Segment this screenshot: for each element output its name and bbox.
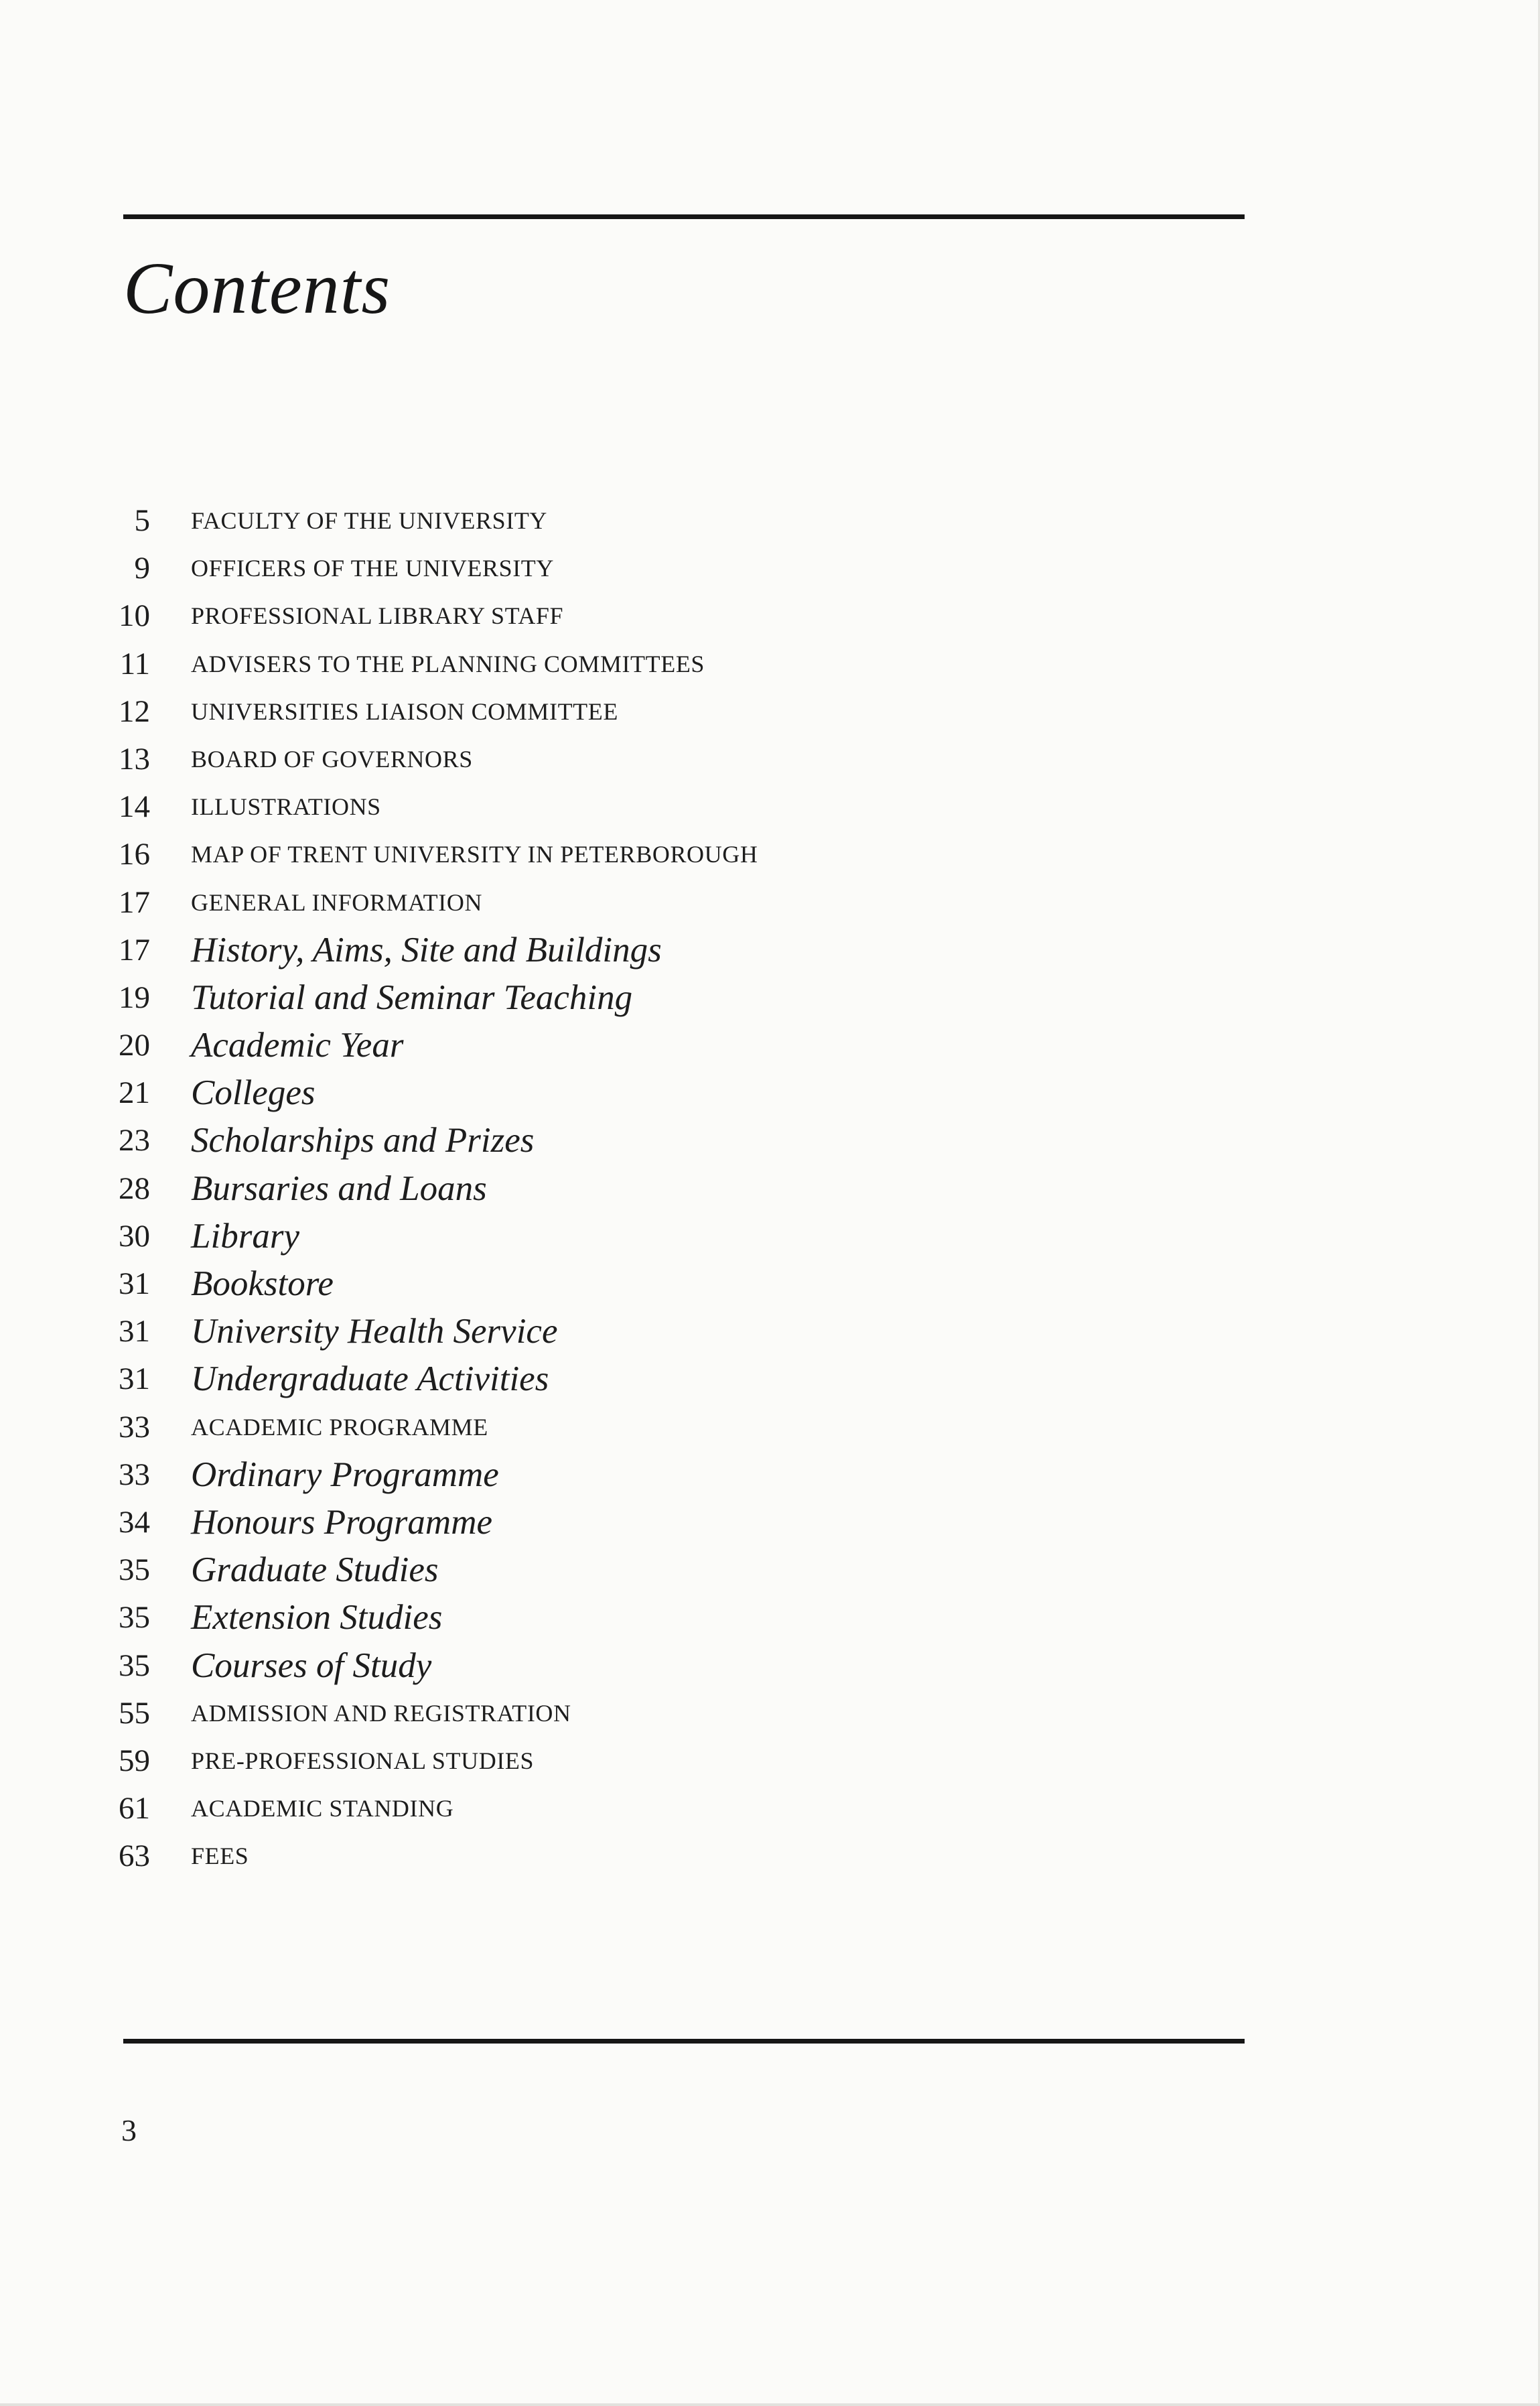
toc-entry (0, 1260, 1540, 1308)
toc-entry-page-number: 30 (119, 1218, 150, 1254)
toc-entry-label: ILLUSTRATIONS (191, 793, 381, 821)
toc-entry (0, 497, 1540, 545)
toc-entry-page-number: 11 (119, 646, 150, 681)
toc-entry-label: ADMISSION AND REGISTRATION (191, 1699, 571, 1727)
toc-entry-label: History, Aims, Site and Buildings (191, 930, 662, 970)
toc-entry (0, 592, 1540, 640)
toc-entry (0, 545, 1540, 592)
toc-entry-page-number: 34 (119, 1504, 150, 1540)
toc-entry-label: Academic Year (191, 1026, 404, 1065)
toc-entry (0, 1022, 1540, 1069)
toc-entry-label: Ordinary Programme (191, 1455, 499, 1494)
toc-entry-page-number: 31 (119, 1314, 150, 1349)
toc-entry-page-number: 23 (119, 1123, 150, 1158)
toc-entry (0, 1355, 1540, 1403)
toc-entry (0, 736, 1540, 783)
toc-entry-label: FACULTY OF THE UNIVERSITY (191, 507, 548, 534)
toc-entry (0, 927, 1540, 974)
toc-entry-page-number: 20 (119, 1028, 150, 1063)
toc-entry (0, 1737, 1540, 1785)
toc-entry-label: Tutorial and Seminar Teaching (191, 978, 633, 1017)
toc-entry-label: UNIVERSITIES LIAISON COMMITTEE (191, 697, 618, 725)
toc-entry-label: ACADEMIC STANDING (191, 1795, 454, 1822)
toc-entry (0, 1642, 1540, 1690)
toc-entry-label: PROFESSIONAL LIBRARY STAFF (191, 602, 564, 630)
toc-entry-page-number: 33 (119, 1457, 150, 1492)
toc-entry (0, 688, 1540, 736)
toc-entry (0, 1499, 1540, 1546)
toc-entry (0, 1213, 1540, 1260)
toc-entry-label: Bursaries and Loans (191, 1168, 487, 1208)
toc-entry-page-number: 9 (134, 551, 150, 586)
toc-entry-page-number: 35 (119, 1600, 150, 1635)
toc-entry-label: ACADEMIC PROGRAMME (191, 1413, 488, 1441)
toc-entry-page-number: 63 (119, 1839, 150, 1874)
toc-entry-page-number: 16 (119, 837, 150, 872)
toc-entry-page-number: 61 (119, 1791, 150, 1826)
toc-entry-label: Library (191, 1216, 299, 1256)
toc-entry (0, 1546, 1540, 1594)
toc-entry-page-number: 33 (119, 1409, 150, 1445)
toc-entry-label: OFFICERS OF THE UNIVERSITY (191, 555, 554, 582)
toc-entry-page-number: 13 (119, 741, 150, 777)
toc-entry-page-number: 5 (134, 503, 150, 538)
toc-entry (0, 1165, 1540, 1213)
toc-entry (0, 1117, 1540, 1164)
toc-entry-page-number: 12 (119, 693, 150, 729)
toc-entry-page-number: 10 (119, 598, 150, 634)
toc-entry (0, 1594, 1540, 1642)
table-of-contents (0, 497, 1540, 1880)
toc-entry (0, 1069, 1540, 1117)
toc-entry-page-number: 35 (119, 1552, 150, 1588)
toc-entry-label: Courses of Study (191, 1646, 432, 1685)
toc-entry-label: GENERAL INFORMATION (191, 888, 483, 916)
toc-entry (0, 1451, 1540, 1499)
toc-entry-label: Honours Programme (191, 1502, 493, 1542)
toc-entry-page-number: 19 (119, 980, 150, 1015)
toc-entry (0, 1404, 1540, 1451)
toc-entry-label: Graduate Studies (191, 1550, 439, 1590)
toc-entry-label: ADVISERS TO THE PLANNING COMMITTEES (191, 650, 705, 677)
toc-entry-label: University Health Service (191, 1312, 558, 1351)
toc-entry-page-number: 31 (119, 1361, 150, 1397)
top-rule (123, 214, 1245, 219)
toc-entry (0, 641, 1540, 688)
toc-entry-label: Bookstore (191, 1264, 334, 1303)
page-title: Contents (123, 247, 391, 329)
toc-entry-label: FEES (191, 1843, 249, 1870)
page-number: 3 (121, 2113, 137, 2147)
toc-entry-label: Extension Studies (191, 1598, 443, 1638)
toc-entry (0, 1690, 1540, 1737)
toc-entry-page-number: 31 (119, 1266, 150, 1301)
toc-entry-page-number: 55 (119, 1695, 150, 1731)
toc-entry-page-number: 17 (119, 884, 150, 920)
toc-entry-label: Scholarships and Prizes (191, 1121, 535, 1160)
bottom-rule (123, 2039, 1245, 2044)
toc-entry-page-number: 35 (119, 1648, 150, 1683)
toc-entry-page-number: 59 (119, 1743, 150, 1778)
toc-entry-page-number: 28 (119, 1171, 150, 1206)
toc-entry (0, 974, 1540, 1022)
toc-entry-label: MAP OF TRENT UNIVERSITY IN PETERBOROUGH (191, 841, 758, 868)
toc-entry-page-number: 17 (119, 932, 150, 967)
toc-entry (0, 879, 1540, 927)
toc-entry-page-number: 21 (119, 1075, 150, 1111)
toc-entry-page-number: 14 (119, 789, 150, 825)
toc-entry (0, 831, 1540, 878)
toc-entry (0, 1785, 1540, 1832)
toc-entry (0, 1308, 1540, 1355)
toc-entry-label: PRE-PROFESSIONAL STUDIES (191, 1747, 535, 1774)
toc-entry-label: Undergraduate Activities (191, 1359, 549, 1399)
toc-entry (0, 1832, 1540, 1880)
toc-entry (0, 783, 1540, 831)
toc-entry-label: BOARD OF GOVERNORS (191, 745, 473, 773)
toc-entry-label: Colleges (191, 1073, 316, 1113)
